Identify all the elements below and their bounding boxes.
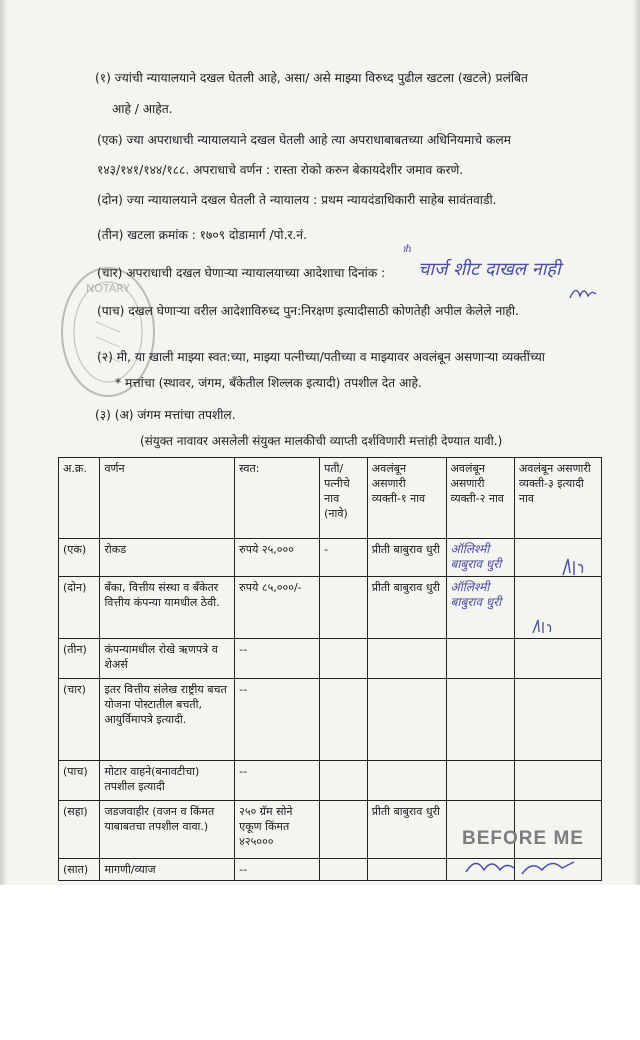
cell-dependent-1 <box>367 859 446 881</box>
section1-line1: (१) ज्यांची न्यायालयाने दखल घेतली आहे, असा/ असे माझ्या विरुध्द पुढील खटला (खटले) प्रलंबित <box>95 71 528 85</box>
table-row <box>59 679 602 761</box>
cell-dependent-1 <box>367 679 446 761</box>
cell-self: २५० ग्रॅम सोने एकूण किंमत ४२५००० <box>235 801 320 859</box>
header-dependent-1: अवलंबून असणारी व्यक्ती-१ नाव <box>367 458 446 539</box>
cell-dependent-3 <box>514 539 601 577</box>
before-me-stamp: BEFORE ME <box>462 828 584 849</box>
cell-serial: (तीन) <box>59 639 100 679</box>
item-one-line-b: १४३/१४१/१४४/१८८. अपराधाचे वर्णन : रास्ता रोको करुन बेकायदेशीर जमाव करणे. <box>97 163 464 177</box>
cell-dependent-3 <box>514 761 601 801</box>
cell-spouse: - <box>320 539 368 577</box>
section3-title: (३) (अ) जंगम मत्तांचा तपशील. <box>95 408 236 422</box>
header-dependent-2: अवलंबून असणारी व्यक्ती-२ नाव <box>446 458 514 539</box>
cell-dependent-1 <box>367 761 446 801</box>
table-row <box>59 761 602 801</box>
scan-shadow-right <box>632 0 640 885</box>
item-one-line-a: (एक) ज्या अपराधाची न्यायालयाने दखल घेतली आहे त्या अपराधाबाबतच्या अधिनियमाचे कलम <box>97 133 511 147</box>
cell-spouse <box>320 761 368 801</box>
cell-dependent-3 <box>514 679 601 761</box>
movable-assets-table <box>58 457 602 881</box>
scan-shadow-left <box>0 0 8 885</box>
cell-description: बँका, वित्तीय संस्था व बँकेतर वित्तीय कंपन्या यामधील ठेवी. <box>100 577 235 639</box>
table-row <box>59 577 602 639</box>
table-row <box>59 639 602 679</box>
item-three: (तीन) खटला क्रमांक : १७०९ दोडामार्ग /पो.र.नं. <box>97 228 307 242</box>
initial-mark <box>560 555 588 579</box>
cell-dependent-2 <box>446 761 514 801</box>
cell-dependent-1: प्रीती बाबुराव धुरी <box>367 539 446 577</box>
cell-description: मोटार वाहने(बनावटीचा) तपशील इत्यादी <box>100 761 235 801</box>
table-row <box>59 539 602 577</box>
cell-description: मागणी/व्याज <box>100 859 235 881</box>
cell-spouse <box>320 639 368 679</box>
cell-self: -- <box>235 679 320 761</box>
cell-dependent-2 <box>446 639 514 679</box>
header-dependent-3: अवलंबून असणारी व्यक्ती-३ इत्यादी नाव <box>514 458 601 539</box>
cell-spouse <box>320 859 368 881</box>
item-five: (पाच) दखल घेणाऱ्या वरील आदेशाविरुध्द पुन:निरक्षण इत्यादीसाठी कोणतेही अपील केलेले नाही. <box>97 304 519 318</box>
handwritten-chargesheet-note: चार्ज शीट दाखल नाही <box>418 259 561 280</box>
cell-self: -- <box>235 639 320 679</box>
table-header-row <box>59 458 602 539</box>
cell-dependent-3 <box>514 639 601 679</box>
item-four: (चार) अपराधाची दखल घेणाऱ्या न्यायालयाच्या आदेशाचा दिनांक : <box>97 266 386 280</box>
cell-spouse <box>320 679 368 761</box>
cell-self: रुपये ८५,०००/- <box>235 577 320 639</box>
cell-dependent-1 <box>367 639 446 679</box>
item-two: (दोन) ज्या न्यायालयाने दखल घेतली ते न्यायालय : प्रथम न्यायदंडाधिकारी साहेब सावंतवाडी. <box>97 193 497 207</box>
cell-serial: (दोन) <box>59 577 100 639</box>
cell-dependent-2 <box>446 539 514 577</box>
seal-text: NOTARY <box>86 282 130 295</box>
cell-description: इतर वित्तीय संलेख राष्ट्रीय बचत योजना पोस्टातील बचती, आयुर्विमापत्रे इत्यादी. <box>100 679 235 761</box>
cell-dependent-2 <box>446 679 514 761</box>
cell-description: रोकड <box>100 539 235 577</box>
cell-self: -- <box>235 859 320 881</box>
initial-mark <box>530 617 556 637</box>
cell-dependent-3 <box>514 577 601 639</box>
header-spouse: पती/पत्नीचे नाव (नावे) <box>320 458 368 539</box>
header-description: वर्णन <box>100 458 235 539</box>
handwritten-initials: ℩ℏ <box>402 244 412 255</box>
cell-description: जडजवाहीर (वजन व किंमत याबाबतचा तपशील वावा.) <box>100 801 235 859</box>
cell-spouse <box>320 801 368 859</box>
section3-note: (संयुक्त नावावर असलेली संयुक्त मालकीची व्याप्ती दर्शविणारी मत्तांही देण्यात यावी.) <box>140 434 503 448</box>
cell-serial: (सात) <box>59 859 100 881</box>
header-self: स्वत: <box>235 458 320 539</box>
section2-line-a: (२) मी, या खाली माझ्या स्वत:च्या, माझ्या पत्नीच्या/पतीच्या व माझ्यावर अवलंबून असणाऱ्या व्यक्तींच्या <box>97 350 545 364</box>
cell-serial: (एक) <box>59 539 100 577</box>
cell-self: -- <box>235 761 320 801</box>
cell-dependent-1: प्रीती बाबुराव धुरी <box>367 801 446 859</box>
handwritten-dependent-2: ऑलिश्मी बाबुराव धुरी <box>450 542 502 571</box>
cell-dependent-1: प्रीती बाबुराव धुरी <box>367 577 446 639</box>
cell-serial: (पाच) <box>59 761 100 801</box>
section1-line1-cont: आहे / आहेत. <box>112 102 173 116</box>
handwritten-dependent-2: ऑलिश्मी बाबुराव धुरी <box>450 580 502 609</box>
signature-mark <box>568 282 598 304</box>
cell-dependent-2 <box>446 577 514 639</box>
cell-serial: (चार) <box>59 679 100 761</box>
cell-description: कंपन्यामधील रोखे ऋणपत्रे व शेअर्स <box>100 639 235 679</box>
cell-serial: (सहा) <box>59 801 100 859</box>
cell-self: रुपये २५,००० <box>235 539 320 577</box>
section2-line-b: * मत्तांचा (स्थावर, जंगम, बँकेतील शिल्लक इत्यादी) तपशील देत आहे. <box>115 376 422 390</box>
cell-spouse <box>320 577 368 639</box>
header-serial: अ.क्र. <box>59 458 100 539</box>
notary-signature <box>462 854 582 880</box>
